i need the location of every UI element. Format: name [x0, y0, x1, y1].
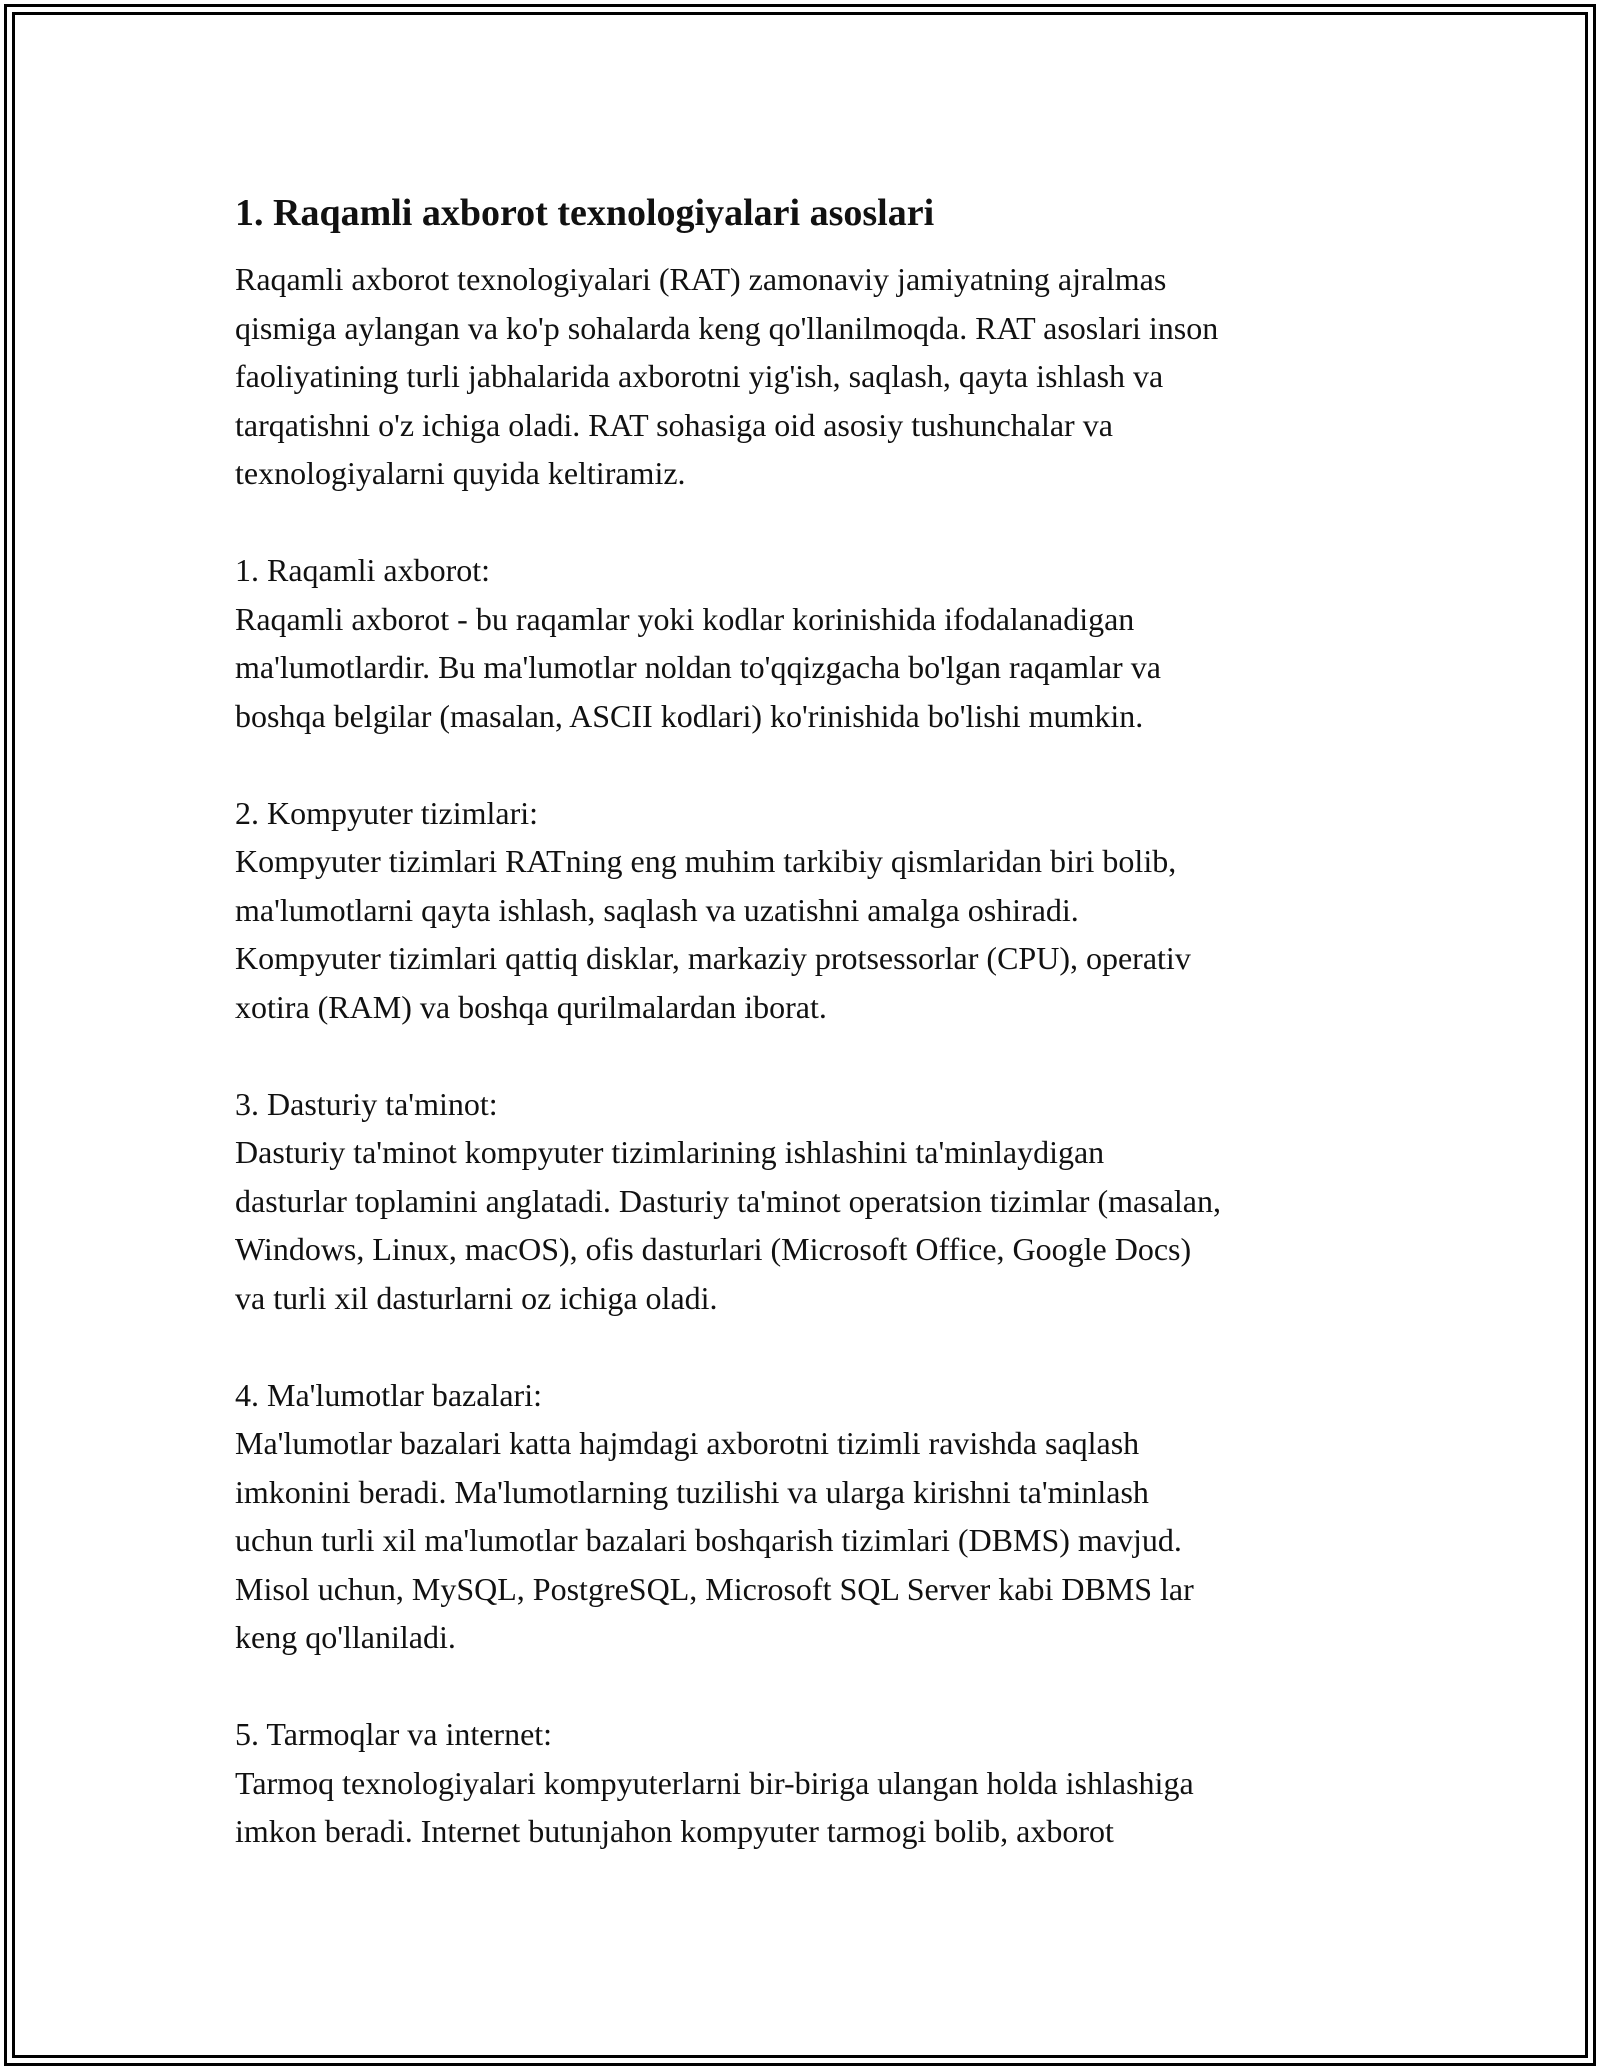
- text-line: Misol uchun, MySQL, PostgreSQL, Microsoft SQL Server kabi DBMS lar: [235, 1570, 1194, 1607]
- text-line: xotira (RAM) va boshqa qurilmalardan iborat.: [235, 988, 827, 1025]
- text-line: qismiga aylangan va ko'p sohalarda keng qo'llanilmoqda. RAT asoslari inson: [235, 309, 1219, 346]
- text-line: ma'lumotlarni qayta ishlash, saqlash va uzatishni amalga oshiradi.: [235, 891, 1079, 928]
- text-line: Windows, Linux, macOS), ofis dasturlari (Microsoft Office, Google Docs): [235, 1231, 1192, 1267]
- section-heading: 5. Tarmoqlar va internet:: [235, 1716, 553, 1752]
- paragraph-spacer: [235, 740, 1385, 789]
- section-malumotlar-bazalari: [235, 1371, 1385, 1662]
- paragraph-spacer: [235, 1322, 1385, 1371]
- text-line: boshqa belgilar (masalan, ASCII kodlari) ko'rinishida bo'lishi mumkin.: [235, 697, 1144, 734]
- document-title: 1. Raqamli axborot texnologiyalari asoslari: [235, 192, 935, 234]
- intro-paragraph: [235, 255, 1385, 498]
- paragraph-spacer: [235, 498, 1385, 547]
- text-line: Dasturiy ta'minot kompyuter tizimlarining ishlashini ta'minlaydigan: [235, 1134, 1105, 1170]
- text-line: uchun turli xil ma'lumotlar bazalari boshqarish tizimlari (DBMS) mavjud.: [235, 1522, 1182, 1558]
- text-line: keng qo'llaniladi.: [235, 1619, 456, 1655]
- section-dasturiy-taminot: [235, 1080, 1385, 1323]
- text-line: faoliyatining turli jabhalarida axborotni yig'ish, saqlash, qayta ishlash va: [235, 358, 1164, 394]
- text-line: Raqamli axborot - bu raqamlar yoki kodlar korinishida ifodalanadigan: [235, 600, 1135, 637]
- text-line: Ma'lumotlar bazalari katta hajmdagi axborotni tizimli ravishda saqlash: [235, 1425, 1140, 1461]
- paragraph-spacer: [235, 1031, 1385, 1080]
- section-tarmoqlar-internet: [235, 1710, 1385, 1856]
- text-line: Kompyuter tizimlari RATning eng muhim tarkibiy qismlaridan biri bolib,: [235, 843, 1177, 879]
- section-kompyuter-tizimlari: [235, 789, 1385, 1032]
- text-line: imkon beradi. Internet butunjahon kompyuter tarmogi bolib, axborot: [235, 1813, 1114, 1849]
- section-heading: 4. Ma'lumotlar bazalari:: [235, 1376, 542, 1413]
- page-content: [235, 185, 1385, 1856]
- text-line: Tarmoq texnologiyalari kompyuterlarni bir-biriga ulangan holda ishlashiga: [235, 1764, 1194, 1801]
- section-heading: 2. Kompyuter tizimlari:: [235, 794, 539, 831]
- text-line: imkonini beradi. Ma'lumotlarning tuzilishi va ularga kirishni ta'minlash: [235, 1473, 1149, 1510]
- text-line: tarqatishni o'z ichiga oladi. RAT sohasiga oid asosiy tushunchalar va: [235, 406, 1113, 443]
- text-line: Raqamli axborot texnologiyalari (RAT) zamonaviy jamiyatning ajralmas: [235, 261, 1167, 297]
- section-raqamli-axborot: [235, 546, 1385, 740]
- section-heading: 1. Raqamli axborot:: [235, 552, 491, 588]
- text-line: texnologiyalarni quyida keltiramiz.: [235, 455, 686, 491]
- text-line: Kompyuter tizimlari qattiq disklar, markaziy protsessorlar (CPU), operativ: [235, 940, 1191, 976]
- section-heading: 3. Dasturiy ta'minot:: [235, 1085, 498, 1122]
- paragraph-spacer: [235, 1662, 1385, 1711]
- text-line: va turli xil dasturlarni oz ichiga oladi.: [235, 1279, 718, 1316]
- text-line: dasturlar toplamini anglatadi. Dasturiy ta'minot operatsion tizimlar (masalan,: [235, 1182, 1221, 1219]
- text-line: ma'lumotlardir. Bu ma'lumotlar noldan to'qqizgacha bo'lgan raqamlar va: [235, 649, 1161, 685]
